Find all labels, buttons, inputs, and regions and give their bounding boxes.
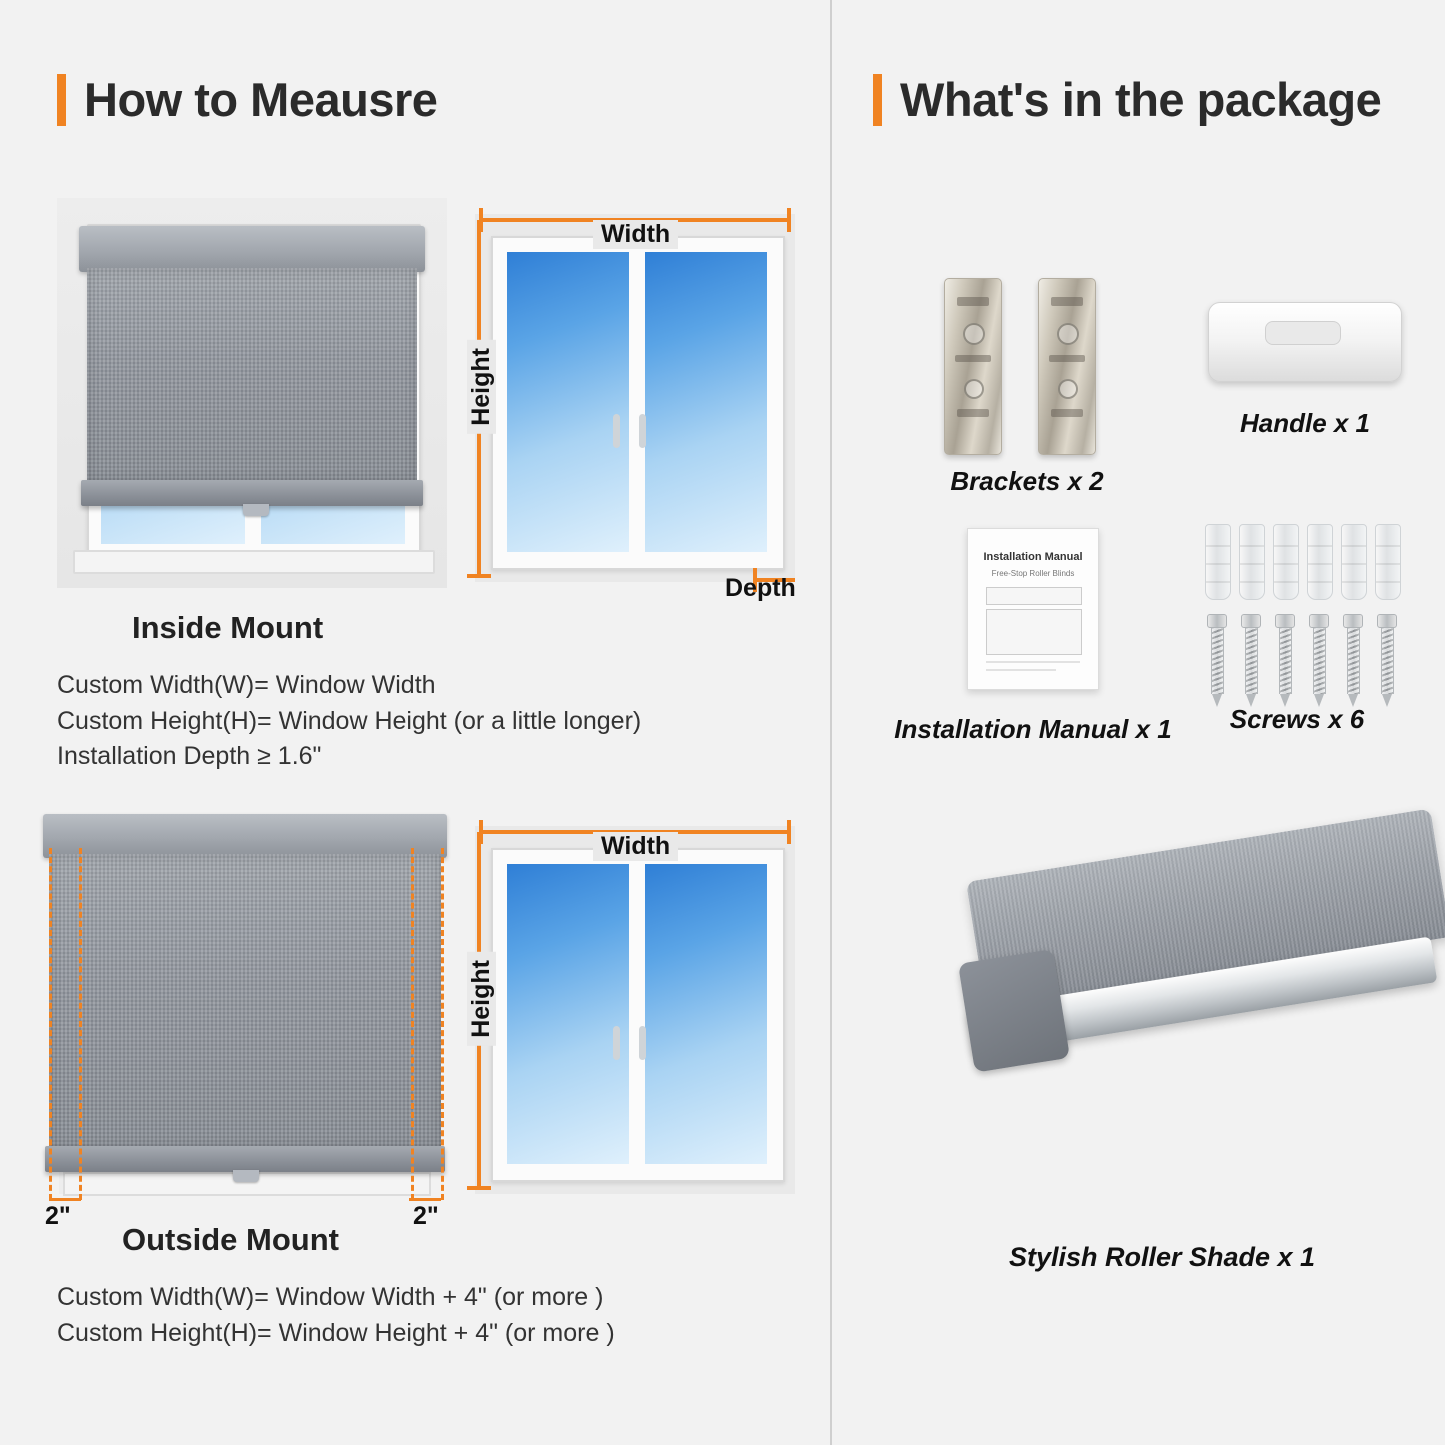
shade-pull-handle <box>243 504 269 516</box>
window-glass-left <box>507 252 629 552</box>
inside-mount-line-3: Installation Depth ≥ 1.6" <box>57 742 322 770</box>
manual-title: Installation Manual <box>983 551 1083 563</box>
handle-grip-cutout <box>1265 321 1341 345</box>
handle-body <box>1208 302 1402 382</box>
width-tick-right <box>787 820 791 844</box>
height-tick-bottom <box>467 1186 491 1190</box>
overhang-inner-dashed-left <box>79 848 82 1200</box>
window-frame-measure <box>491 848 785 1182</box>
inside-mount-measure-diagram <box>455 198 815 602</box>
bracket-1 <box>944 278 1002 455</box>
wall-anchor <box>1375 524 1401 600</box>
right-heading <box>873 72 1381 127</box>
handle-group <box>1190 288 1420 478</box>
roller-shade-group <box>882 860 1442 1280</box>
bracket-2 <box>1038 278 1096 455</box>
manual-rule <box>986 661 1080 663</box>
window-handle-right <box>639 414 646 448</box>
manual-rule <box>986 669 1056 671</box>
handle-caption: Handle x 1 <box>1239 408 1371 438</box>
shade-bottom-bar <box>81 480 423 506</box>
outside-mount-line-1: Custom Width(W)= Window Width + 4" (or more ) <box>57 1283 604 1311</box>
overhang-label-right: 2" <box>413 1202 439 1230</box>
wall-anchor <box>1205 524 1231 600</box>
left-heading-text: How to Meausre <box>84 73 438 126</box>
width-tick-right <box>787 208 791 232</box>
bracket-slot <box>957 409 989 417</box>
shade-headrail <box>79 226 425 272</box>
screw <box>1241 614 1261 707</box>
window-glass-left <box>507 864 629 1164</box>
bracket-slot <box>1051 409 1083 417</box>
overhang-inner-dashed-right <box>411 848 414 1200</box>
overhang-label-left: 2" <box>45 1202 71 1230</box>
manual-figure-row <box>986 587 1082 605</box>
screw <box>1377 614 1397 707</box>
outside-mount-measure-diagram <box>455 810 815 1210</box>
bracket-hole <box>964 379 984 399</box>
window-mullion <box>629 248 645 556</box>
bracket-slot <box>1049 355 1085 362</box>
inside-mount-caption <box>57 610 797 775</box>
width-label: Width <box>593 220 678 249</box>
screw <box>1275 614 1295 707</box>
right-heading-text: What's in the package <box>900 73 1382 126</box>
outside-mount-caption <box>57 1222 797 1351</box>
outside-mount-title: Outside Mount <box>122 1222 339 1257</box>
inside-mount-illustration <box>57 198 447 588</box>
window-mullion <box>629 860 645 1168</box>
roller-shade-end-cap <box>958 949 1070 1073</box>
outside-mount-illustration <box>35 800 455 1230</box>
manual-group <box>894 520 1172 770</box>
window-sill <box>73 550 435 574</box>
shade-fabric <box>87 268 417 482</box>
screw <box>1207 614 1227 707</box>
overhang-dashed-left <box>49 848 52 1200</box>
bracket-hole <box>1057 323 1079 345</box>
shade-headrail <box>43 814 447 858</box>
bracket-hole <box>963 323 985 345</box>
screw <box>1343 614 1363 707</box>
heading-accent-bar <box>57 74 66 126</box>
height-label: Height <box>467 340 496 434</box>
bracket-slot <box>957 297 989 306</box>
window-handle-left <box>613 1026 620 1060</box>
brackets-caption: Brackets x 2 <box>950 466 1104 496</box>
window-handle-right <box>639 1026 646 1060</box>
overhang-measure-right <box>409 1198 441 1201</box>
wall-anchor <box>1273 524 1299 600</box>
height-label: Height <box>467 952 496 1046</box>
screws-caption: Screws x 6 <box>1229 704 1365 734</box>
inside-mount-line-2: Custom Height(H)= Window Height (or a little longer) <box>57 706 642 735</box>
screw <box>1309 614 1329 707</box>
bracket-slot <box>955 355 991 362</box>
bracket-hole <box>1058 379 1078 399</box>
bracket-slot <box>1051 297 1083 306</box>
roller-shade-caption: Stylish Roller Shade x 1 <box>1008 1242 1316 1272</box>
window-glass-right <box>645 864 767 1164</box>
manual-cover <box>967 528 1099 690</box>
right-column <box>832 0 1445 1445</box>
shade-pull-handle <box>233 1170 259 1182</box>
wall-anchor <box>1341 524 1367 600</box>
overhang-measure-left <box>49 1198 81 1201</box>
left-heading <box>57 72 437 127</box>
width-label: Width <box>593 832 678 861</box>
depth-label: Depth <box>725 574 796 602</box>
wall-anchor <box>1239 524 1265 600</box>
overhang-dashed-right <box>441 848 444 1200</box>
shade-fabric <box>49 854 441 1148</box>
inside-mount-line-1: Custom Width(W)= Window Width <box>57 671 436 699</box>
window-frame-measure <box>491 236 785 570</box>
manual-caption: Installation Manual x 1 <box>894 714 1172 744</box>
screws-group <box>1187 510 1427 770</box>
manual-figure-main <box>986 609 1082 655</box>
shade-bottom-bar <box>45 1146 445 1172</box>
wall-anchor <box>1307 524 1333 600</box>
window-handle-left <box>613 414 620 448</box>
inside-mount-title: Inside Mount <box>132 610 324 645</box>
window-glass-right <box>645 252 767 552</box>
heading-accent-bar <box>873 74 882 126</box>
height-tick-bottom <box>467 574 491 578</box>
manual-subtitle: Free-Stop Roller Blinds <box>991 569 1075 578</box>
brackets-group <box>932 268 1122 498</box>
outside-mount-line-2: Custom Height(H)= Window Height + 4" (or more ) <box>57 1318 615 1347</box>
